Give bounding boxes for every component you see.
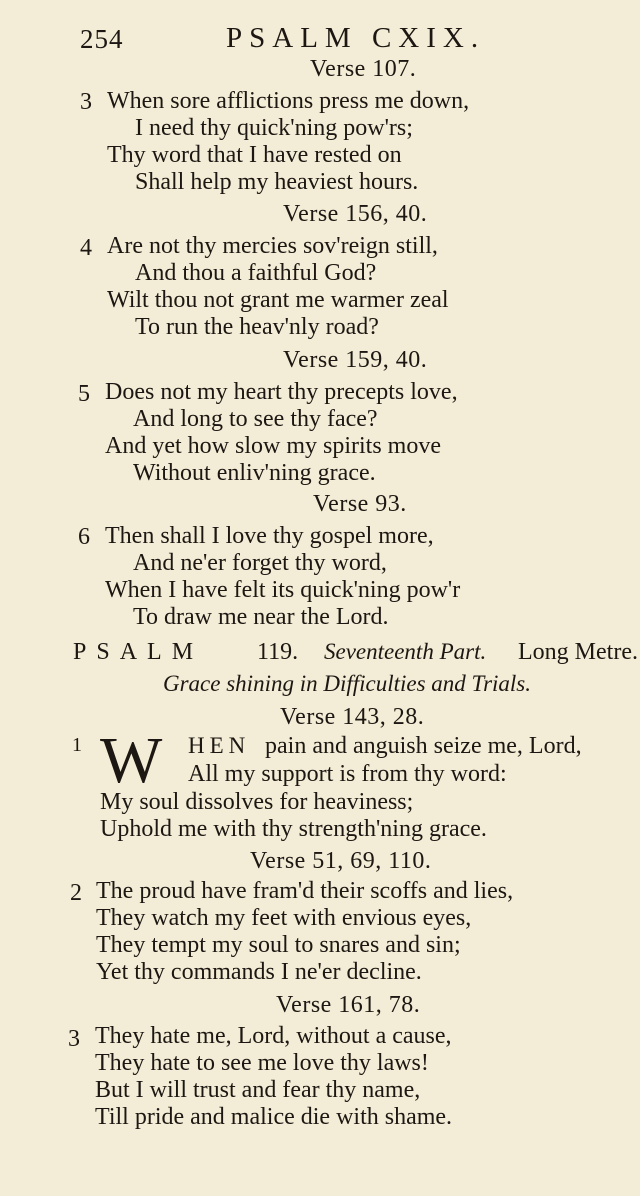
verse-line: To run the heav'nly road?: [135, 314, 379, 340]
stanza-number: 2: [70, 880, 82, 906]
stanza-number: 3: [80, 89, 92, 115]
stanza-number: 6: [78, 524, 90, 550]
verse-line: Does not my heart thy precepts love,: [105, 379, 458, 405]
verse-line: The proud have fram'd their scoffs and lies,: [96, 878, 514, 904]
verse-line: Thy word that I have rested on: [107, 142, 402, 168]
stanza-number: 5: [78, 381, 90, 407]
verse-line: And thou a faithful God?: [135, 260, 377, 286]
verse-line: Yet thy commands I ne'er decline.: [96, 959, 422, 985]
verse-line: They tempt my soul to snares and sin;: [96, 932, 461, 958]
verse-line: Wilt thou not grant me warmer zeal: [107, 287, 449, 313]
stanza-number: 1: [72, 734, 82, 756]
verse-line: Uphold me with thy strength'ning grace.: [100, 816, 487, 842]
verse-line: pain and anguish seize me, Lord,: [265, 734, 582, 758]
verse-line: To draw me near the Lord.: [133, 604, 389, 630]
verse-line: Shall help my heaviest hours.: [135, 169, 419, 195]
verse-line: Are not thy mercies sov'reign still,: [107, 233, 438, 259]
verse-line: They hate me, Lord, without a cause,: [95, 1023, 452, 1049]
verse-line: My soul dissolves for heaviness;: [100, 789, 414, 815]
verse-line: When sore afflictions press me down,: [107, 88, 470, 114]
verse-line: Then shall I love thy gospel more,: [105, 523, 434, 549]
drop-cap: W: [100, 724, 163, 797]
verse-line: All my support is from thy word:: [188, 761, 507, 787]
verse-reference: Verse 159, 40.: [283, 347, 428, 373]
verse-reference: Verse 156, 40.: [283, 201, 428, 227]
verse-reference: Verse 93.: [313, 491, 407, 517]
running-title: PSALM CXIX.: [226, 22, 486, 54]
verse-line: I need thy quick'ning pow'rs;: [135, 115, 413, 141]
verse-reference: Verse 143, 28.: [280, 704, 425, 730]
metre-label: Long Metre.: [518, 640, 638, 664]
page-number: 254: [80, 24, 124, 54]
small-caps-word: HEN: [188, 733, 251, 758]
verse-line: And long to see thy face?: [133, 406, 378, 432]
verse-line: Without enliv'ning grace.: [133, 460, 376, 486]
part-subtitle: Grace shining in Difficulties and Trials.: [163, 671, 532, 696]
stanza-number: 4: [80, 235, 92, 261]
verse-line: When I have felt its quick'ning pow'r: [105, 577, 461, 603]
verse-reference: Verse 51, 69, 110.: [250, 848, 432, 874]
psalm-number: 119.: [257, 639, 299, 665]
verse-line: And ne'er forget thy word,: [133, 550, 387, 576]
verse-reference: Verse 161, 78.: [276, 992, 421, 1018]
verse-line: But I will trust and fear thy name,: [95, 1077, 421, 1103]
verse-line: They watch my feet with envious eyes,: [96, 905, 472, 931]
stanza-number: 3: [68, 1026, 80, 1052]
verse-line: And yet how slow my spirits move: [105, 433, 441, 459]
verse-line: Till pride and malice die with shame.: [95, 1104, 453, 1130]
part-name: Seventeenth Part.: [324, 639, 487, 664]
psalm-heading: PSALM: [73, 639, 204, 665]
verse-reference: Verse 107.: [310, 56, 417, 82]
verse-line: They hate to see me love thy laws!: [95, 1050, 429, 1076]
